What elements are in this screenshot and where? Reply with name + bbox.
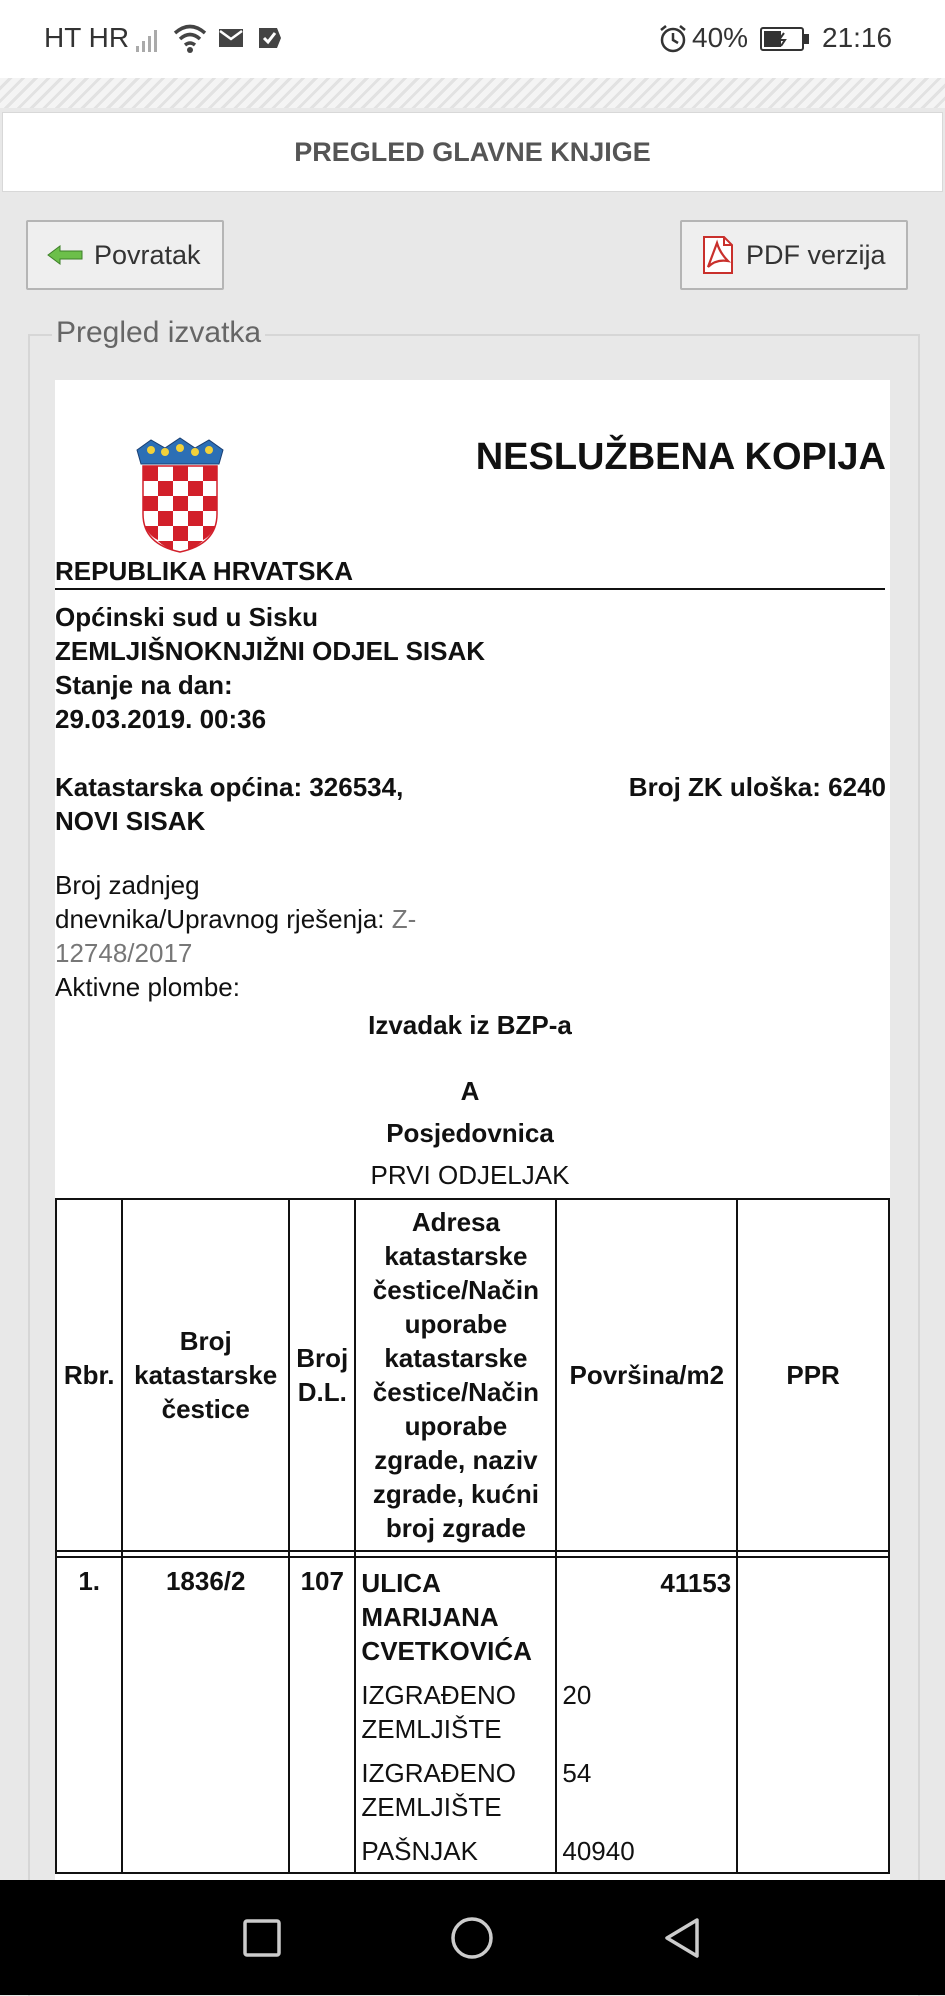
diary-label-line2 (55, 904, 416, 935)
part-section: PRVI ODJELJAK (370, 1160, 570, 1190)
page-header (2, 112, 943, 192)
cadastral-name: NOVI SISAK (55, 806, 206, 836)
wifi-icon (172, 22, 208, 54)
table-row (56, 1557, 889, 1873)
department-name: ZEMLJIŠNOKNJIŽNI ODJEL SISAK (55, 636, 486, 666)
sub-area-1: 20 (562, 1680, 592, 1710)
diary-value-part2: 12748/2017 (55, 938, 193, 968)
back-button-label: Povratak (94, 239, 201, 270)
row-parcel: 1836/2 (122, 1557, 289, 1873)
active-seals-label: Aktivne plombe: (55, 972, 240, 1002)
arrow-left-icon (46, 244, 86, 266)
sub-use-2: IZGRAĐENO ZEMLJIŠTE (361, 1758, 516, 1822)
part-letter: A (460, 1076, 480, 1106)
unofficial-copy-title: NESLUŽBENA KOPIJA (475, 436, 886, 478)
col-header-dl: Broj D.L. (289, 1199, 355, 1551)
zk-number: Broj ZK uloška: 6240 (628, 772, 886, 802)
table-header-row (56, 1199, 889, 1551)
header-stripe-divider (0, 78, 945, 108)
sub-area-2: 54 (562, 1758, 592, 1788)
country-name: REPUBLIKA HRVATSKA (55, 556, 354, 586)
pdf-version-button[interactable] (680, 220, 908, 290)
sub-use-1: IZGRAĐENO ZEMLJIŠTE (361, 1680, 516, 1744)
state-label: Stanje na dan: (55, 670, 233, 700)
back-nav-icon[interactable] (662, 1916, 702, 1960)
page-title: PREGLED GLAVNE KNJIGE (294, 137, 651, 167)
row-area: 41153 (660, 1568, 732, 1598)
mail-icon (218, 28, 244, 48)
signal-icon (134, 24, 164, 54)
diary-label-line1: Broj zadnjeg (55, 870, 200, 900)
task-icon (256, 24, 284, 52)
recent-apps-icon[interactable] (242, 1918, 282, 1958)
col-header-rbr: Rbr. (56, 1199, 122, 1551)
pdf-icon (698, 235, 738, 275)
cadastral-municipality: Katastarska općina: 326534, (55, 772, 404, 802)
court-name: Općinski sud u Sisku (55, 602, 318, 632)
col-header-area: Površina/m2 (556, 1199, 737, 1551)
battery-percent: 40% (692, 22, 749, 53)
part-name: Posjedovnica (386, 1118, 554, 1148)
sub-use-3: PAŠNJAK (361, 1836, 478, 1866)
state-date: 29.03.2019. 00:36 (55, 704, 267, 734)
row-ppr (737, 1557, 889, 1873)
back-button[interactable] (26, 220, 224, 290)
row-address-cell (355, 1557, 556, 1873)
col-header-address: Adresa katastarske čestice/Način uporabe katastarske čestice/Način uporabe zgrade, naziv zgrade, kućni broj zgrade (355, 1199, 556, 1551)
home-icon[interactable] (450, 1916, 494, 1960)
navigation-bar (0, 1880, 945, 1995)
status-bar (0, 0, 945, 78)
coat-of-arms-icon (135, 436, 225, 554)
row-area-cell (556, 1557, 737, 1873)
pdf-version-label: PDF verzija (746, 239, 886, 270)
row-dl: 107 (289, 1557, 355, 1873)
col-header-ppr: PPR (737, 1199, 889, 1551)
battery-icon (760, 27, 810, 51)
ownership-table (55, 1198, 890, 1874)
alarm-icon (658, 24, 688, 54)
diary-label-text: dnevnika/Upravnog rješenja: (55, 904, 385, 934)
row-rbr: 1. (56, 1557, 122, 1873)
fieldset-legend: Pregled izvatka (52, 316, 265, 350)
diary-value-part1: Z- (391, 904, 417, 934)
clock: 21:16 (822, 22, 893, 53)
header-rule (55, 588, 885, 590)
extract-document (55, 380, 890, 1995)
row-address: ULICA MARIJANA CVETKOVIĆA (361, 1568, 532, 1666)
col-header-parcel: Broj katastarske čestice (122, 1199, 289, 1551)
sub-area-3: 40940 (562, 1836, 635, 1866)
extract-title: Izvadak iz BZP-a (368, 1010, 572, 1040)
carrier-label: HT HR (44, 22, 130, 53)
